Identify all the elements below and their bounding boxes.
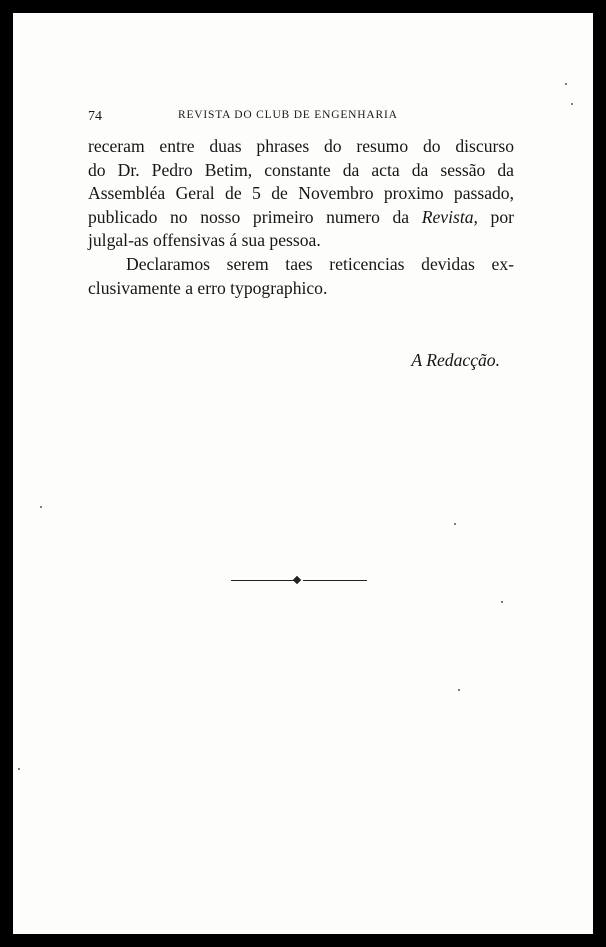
rule-line-right: [303, 580, 367, 581]
diamond-ornament-icon: [293, 576, 301, 584]
paper-speck: [571, 103, 573, 105]
text-line: julgal-as offensivas á sua pessoa.: [88, 230, 321, 251]
rule-line-left: [231, 580, 295, 581]
running-head: REVISTA DO CLUB DE ENGENHARIA: [178, 109, 398, 121]
text-line: Declaramos serem taes reticencias devidas ex-: [126, 253, 514, 274]
text-line: Assembléa Geral de 5 de Novembro proximo passado,: [88, 183, 514, 204]
page-header: [88, 109, 528, 131]
italic-title: Revista,: [421, 206, 478, 227]
text-line: do Dr. Pedro Betim, constante da acta da sessão da: [88, 159, 514, 180]
book-page: [13, 13, 593, 934]
signature: A Redacção.: [411, 350, 500, 370]
page-number: 74: [88, 109, 102, 124]
paragraph: [88, 253, 514, 300]
body-text: [88, 135, 514, 300]
paper-speck: [501, 601, 503, 603]
paper-speck: [18, 768, 20, 770]
text-line: receram entre duas phrases do resumo do discurso: [88, 136, 514, 156]
text-segment: por: [477, 206, 514, 227]
paper-speck: [40, 506, 42, 508]
text-segment: publicado no nosso primeiro numero da: [88, 206, 422, 227]
paper-speck: [565, 83, 567, 85]
text-line: clusivamente a erro typographico.: [88, 277, 328, 298]
text-line: [88, 206, 514, 230]
paper-speck: [454, 523, 456, 525]
ornamental-rule: [231, 576, 367, 586]
paragraph-continued: [88, 135, 514, 253]
paper-speck: [458, 689, 460, 691]
